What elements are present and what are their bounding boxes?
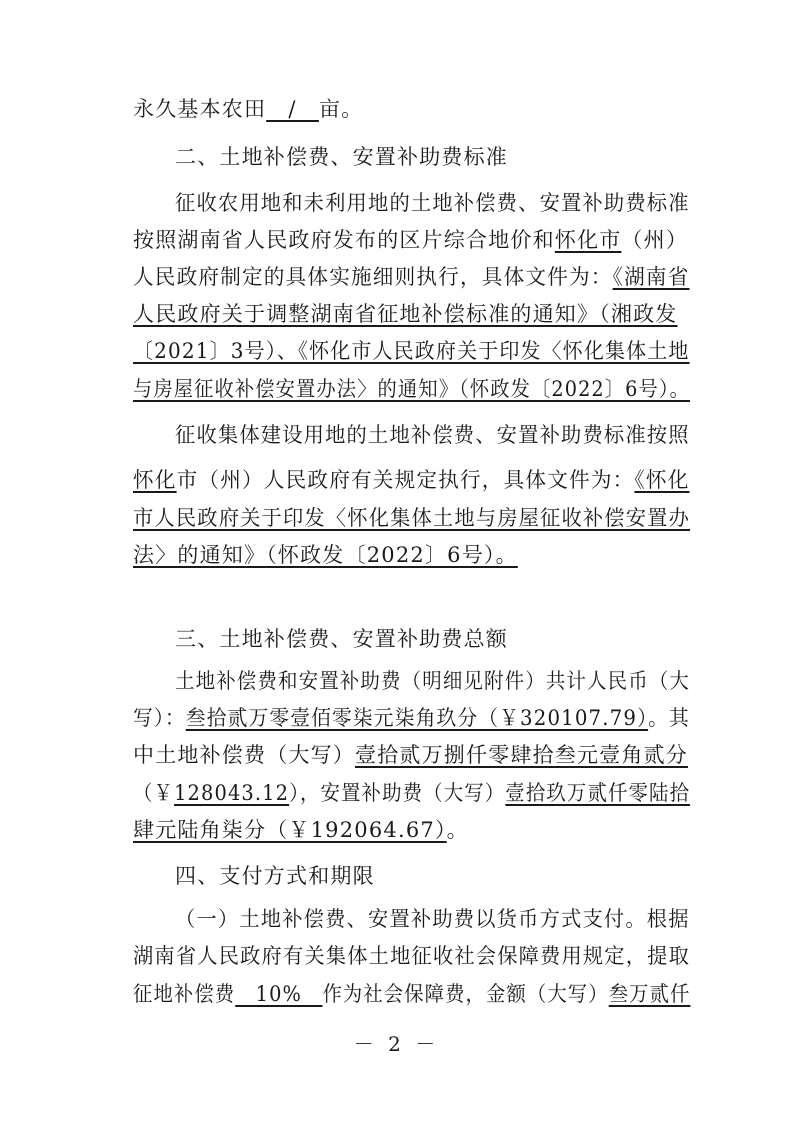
text-line — [133, 299, 678, 329]
text-line — [133, 94, 363, 124]
text-span: 征收集体建设用地的土地补偿费、安置补助费标准按照 — [175, 423, 690, 447]
text-line — [133, 941, 690, 971]
text-span: 亩。 — [318, 97, 364, 121]
underlined-amount: 叁拾贰万零壹佰零柒元柒角玖分（￥320107.79） — [185, 706, 649, 730]
text-line — [133, 262, 690, 292]
underlined-amount: 壹拾贰万捌仟零肆拾叁元壹角贰分 — [355, 743, 688, 767]
underlined-document-ref: 《湖南省 — [612, 265, 690, 289]
text-line — [175, 420, 690, 450]
underlined-document-ref: 〔2021〕3号）、《怀化市人民政府关于印发〈怀化集体土地 — [133, 339, 690, 363]
text-span: 征收农用地和未利用地的土地补偿费、安置补助费标准 — [175, 191, 690, 215]
text-line — [133, 979, 690, 1009]
text-line — [133, 225, 688, 255]
text-line — [133, 815, 469, 845]
text-line — [133, 778, 690, 808]
text-span: （州） — [621, 228, 689, 252]
section-heading — [175, 861, 375, 891]
text-span: 征地补偿费 — [133, 982, 236, 1006]
underlined-document-ref: 市人民政府关于印发〈怀化集体土地与房屋征收补偿安置办 — [133, 506, 691, 530]
underlined-blank: / — [266, 97, 319, 121]
underlined-amount: 肆元陆角柒分（￥192064.67） — [133, 818, 447, 842]
underlined-percentage: 10% — [235, 982, 323, 1006]
heading-text: 二、土地补偿费、安置补助费标准 — [175, 145, 508, 169]
text-span: 永久基本农田 — [133, 97, 267, 121]
text-line — [133, 503, 690, 533]
underlined-document-ref: 人民政府关于调整湖南省征地补偿标准的通知》（湘政发 — [133, 302, 678, 326]
heading-text: 三、土地补偿费、安置补助费总额 — [175, 627, 508, 651]
underlined-city: 怀化市 — [554, 228, 622, 252]
text-line — [133, 336, 690, 366]
text-span: 写）： — [133, 706, 186, 730]
underlined-amount: 128043.12 — [174, 781, 290, 805]
underlined-document-ref: 法〉的通知》（怀政发〔2022〕6号）。 — [133, 543, 518, 567]
text-span: 土地补偿费和安置补助费（明细见附件）共计人民币（大 — [175, 669, 691, 693]
text-line — [133, 740, 688, 770]
text-span: 中土地补偿费（大写） — [133, 743, 355, 767]
underlined-document-ref: 《怀化 — [634, 468, 690, 492]
text-span: 作为社会保障费，金额（大写） — [322, 982, 609, 1006]
page-number: － 2 － — [353, 1032, 440, 1056]
text-line — [133, 374, 690, 404]
text-span: （一）土地补偿费、安置补助费以货币方式支付。根据 — [175, 907, 690, 931]
underlined-document-ref: 与房屋征收补偿安置办法〉的通知》（怀政发〔2022〕6号）。 — [133, 377, 691, 401]
underlined-city: 怀化 — [133, 468, 177, 492]
text-line — [133, 465, 690, 495]
text-line — [133, 540, 518, 570]
text-span: 人民政府制定的具体实施细则执行，具体文件为： — [133, 265, 613, 289]
text-span: 市（州）人民政府有关规定执行，具体文件为： — [176, 468, 635, 492]
section-heading — [175, 142, 508, 172]
text-span: 按照湖南省人民政府发布的区片综合地价和 — [133, 228, 555, 252]
text-line — [175, 904, 690, 934]
text-span: 。 — [446, 818, 469, 842]
underlined-amount: 叁万贰仟 — [608, 982, 691, 1006]
text-span: ），安置补助费（大写） — [289, 781, 506, 805]
heading-text: 四、支付方式和期限 — [175, 864, 375, 888]
section-heading — [175, 624, 508, 654]
text-line — [133, 703, 690, 733]
text-line — [175, 188, 690, 218]
underlined-amount: 壹拾玖万贰仟零陆拾 — [505, 781, 691, 805]
text-span: 湖南省人民政府有关集体土地征收社会保障费用规定，提取 — [133, 944, 691, 968]
text-span: 。其 — [648, 706, 690, 730]
text-span: （￥ — [133, 781, 175, 805]
text-line — [175, 666, 690, 696]
